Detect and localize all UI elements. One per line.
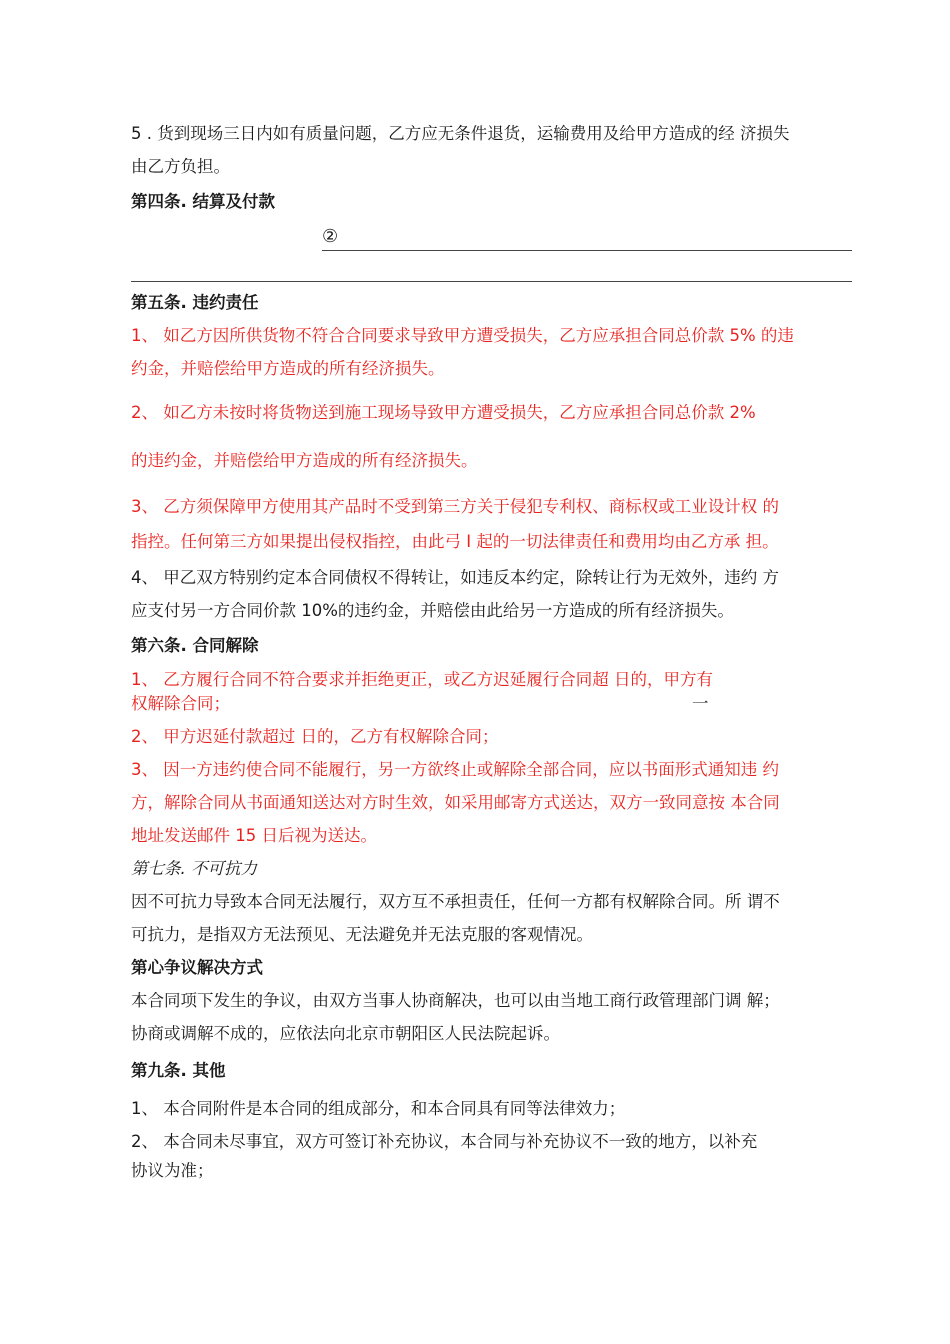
article8-line2: 协商或调解不成的，应依法向北京市朝阳区人民法院起诉。 <box>131 1024 560 1043</box>
article5-p3-line2: 指控。任何第三方如果提出侵权指控，由此弓 I 起的一切法律责任和费用均由乙方承 担。 <box>131 532 779 551</box>
article9-p1: 1、 本合同附件是本合同的组成部分，和本合同具有同等法律效力； <box>131 1099 626 1118</box>
article5-p4-line2: 应支付另一方合同价款 10%的违约金，并赔偿由此给另一方造成的所有经济损失。 <box>131 601 734 620</box>
article9-p2-line1: 2、 本合同未尽事宜，双方可签订补充协议，本合同与补充协议不一致的地方，以补充 <box>131 1132 758 1151</box>
article4-marker: ② <box>322 226 339 247</box>
article5-p4-line1: 4、 甲乙双方特别约定本合同债权不得转让，如违反本约定，除转让行为无效外，违约 方 <box>131 568 779 587</box>
article6-p3-line3: 地址发送邮件 15 日后视为送达。 <box>131 826 377 845</box>
article6-p3-line2: 方，解除合同从书面通知送达对方时生效，如采用邮寄方式送达，双方一致同意按 本合同 <box>131 793 780 812</box>
article9-p2-line2: 协议为准； <box>131 1161 214 1180</box>
article4-heading: 第四条. 结算及付款 <box>131 192 276 211</box>
article8-line1: 本合同项下发生的争议，由双方当事人协商解决，也可以由当地工商行政管理部门调 解； <box>131 991 780 1010</box>
article7-heading: 第七条. 不可抗力 <box>131 859 257 878</box>
article5-p1-line1: 1、 如乙方因所供货物不符合合同要求导致甲方遭受损失，乙方应承担合同总价款 5% 的违 <box>131 326 794 345</box>
article6-p2: 2、 甲方迟延付款超过 日的，乙方有权解除合同； <box>131 727 499 746</box>
article5-heading: 第五条. 违约责任 <box>131 293 259 312</box>
article6-p1-line2: 权解除合同； <box>131 694 230 713</box>
item5-line1: 5 . 货到现场三日内如有质量问题，乙方应无条件退货，运输费用及给甲方造成的经 济损失 <box>131 124 790 143</box>
article7-line2: 可抗力，是指双方无法预见、无法避免并无法克服的客观情况。 <box>131 925 593 944</box>
article5-p2-line2: 的违约金，并赔偿给甲方造成的所有经济损失。 <box>131 451 478 470</box>
article6-heading: 第六条. 合同解除 <box>131 636 259 655</box>
article6-p1-line1: 1、 乙方履行合同不符合要求并拒绝更正，或乙方迟延履行合同超 日的，甲方有 <box>131 670 713 689</box>
article5-p1-line2: 约金，并赔偿给甲方造成的所有经济损失。 <box>131 359 445 378</box>
article9-heading: 第九条. 其他 <box>131 1061 226 1080</box>
article5-p3-line1: 3、 乙方须保障甲方使用其产品时不受到第三方关于侵犯专利权、商标权或工业设计权 的 <box>131 497 779 516</box>
article5-p2-line1: 2、 如乙方未按时将货物送到施工现场导致甲方遭受损失，乙方应承担合同总价款 2% <box>131 403 756 422</box>
article8-heading: 第心争议解决方式 <box>131 958 263 977</box>
article6-p3-line1: 3、 因一方违约使合同不能履行，另一方欲终止或解除全部合同，应以书面形式通知违 约 <box>131 760 779 779</box>
article6-p1-mark: 一 <box>692 694 709 713</box>
article4-fill-line-2 <box>131 281 852 282</box>
item5-line2: 由乙方负担。 <box>131 157 230 176</box>
article4-fill-line-1 <box>322 250 852 251</box>
article7-line1: 因不可抗力导致本合同无法履行，双方互不承担责任，任何一方都有权解除合同。所 谓不 <box>131 892 780 911</box>
